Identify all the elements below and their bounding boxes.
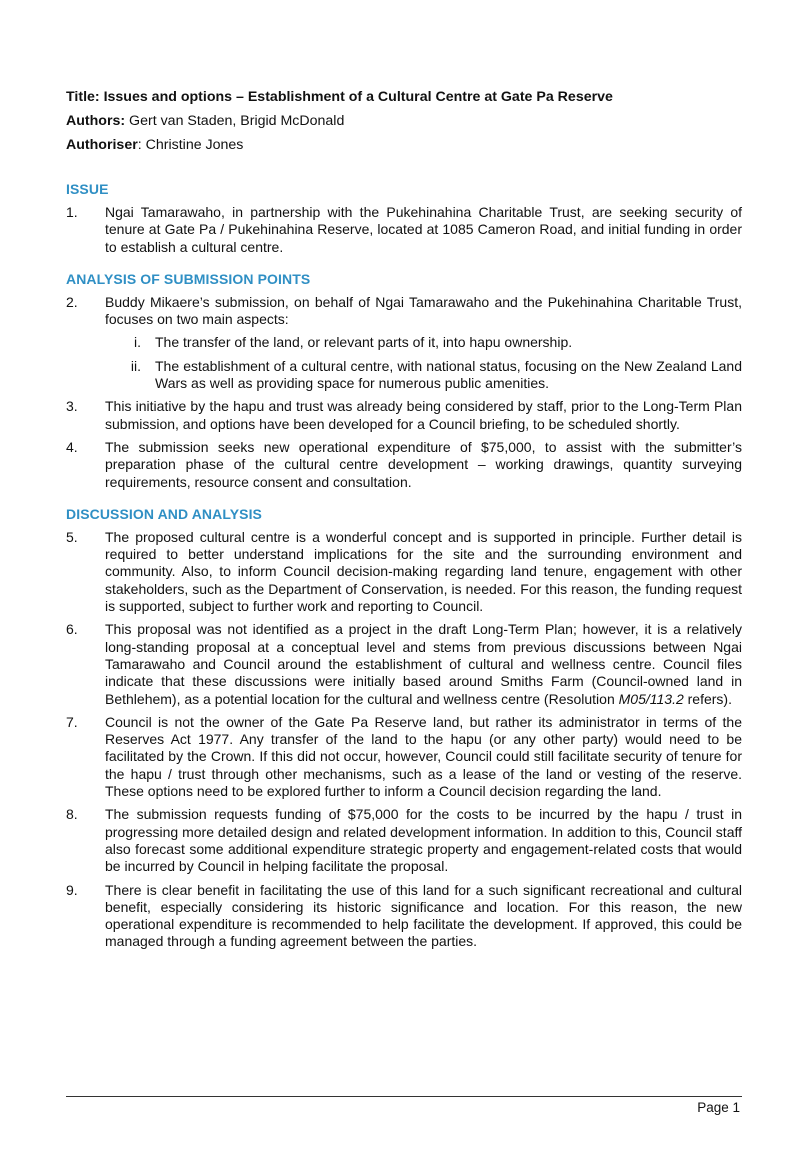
authors-label: Authors: (66, 113, 126, 129)
paragraph-text: The submission seeks new operational expenditure of $75,000, to assist with the submitter’s preparation phase of the cultural centre development – working drawings, quantity surveying requirements, resource consent and consultation. (105, 438, 742, 490)
paragraph-8 (66, 806, 742, 875)
paragraph-text: There is clear benefit in facilitating the use of this land for a such significant recreational and cultural benefit, especially considering its historic significance and location. For this reason, the new operational expenditure is recommended to help facilitate the development. If approved, this could be managed through a funding agreement between the parties. (105, 881, 742, 950)
paragraph-number: 6. (66, 621, 78, 638)
authoriser-label: Authoriser (66, 137, 138, 153)
paragraph-6 (66, 621, 742, 707)
paragraph-text: Ngai Tamarawaho, in partnership with the Pukehinahina Charitable Trust, are seeking security of tenure at Gate Pa / Pukehinahina Reserve, located at 1085 Cameron Road, and initial funding in order to establish a cultural centre. (105, 204, 742, 255)
page-number: Page 1 (697, 1100, 740, 1115)
paragraph-number: 5. (66, 528, 78, 545)
paragraph-text-part: This proposal was not identified as a project in the draft Long-Term Plan; however, it is a relatively long-standing proposal at a conceptual level and stems from previous discussions between Ngai Tamarawaho and Council around the establishment of cultural and wellness centre. Council files indicate that these discussions were initially based around Smiths Farm (Council-owned land in Bethlehem), as a potential location for the cultural and wellness centre (Resolution (105, 621, 742, 707)
paragraph-2 (66, 294, 742, 392)
authoriser-value: : Christine Jones (137, 137, 244, 153)
authors-line (66, 112, 742, 130)
paragraph-number: 3. (66, 398, 78, 415)
authors-value: Gert van Staden, Brigid McDonald (125, 113, 345, 129)
paragraph-number: 9. (66, 881, 78, 898)
sub-item-text: The transfer of the land, or relevant parts of it, into hapu ownership. (155, 334, 573, 351)
authoriser-line (66, 136, 742, 154)
paragraph-text: The submission requests funding of $75,000 for the costs to be incurred by the hapu / trust in progressing more detailed design and related development information. In addition to this, Council staff also forecast some additional expenditure strategic property and engagement-related costs that would be incurred by Council in helping facilitate the proposal. (105, 806, 742, 875)
paragraph-number: 8. (66, 806, 78, 823)
paragraph-text: The proposed cultural centre is a wonderful concept and is supported in principle. Further detail is required to better understand implications for the site and the surrounding environment and community. Also, to inform Council decision-making regarding land tenure, engagement with other stakeholders, such as the Department of Conservation, is needed. For this reason, the funding request is supported, subject to further work and reporting to Council. (105, 528, 742, 615)
resolution-reference: M05/113.2 (618, 690, 684, 707)
paragraph-4 (66, 439, 742, 491)
sub-item-text: The establishment of a cultural centre, with national status, focusing on the New Zealand Land Wars as well as providing space for numerous public amenities. (155, 357, 742, 392)
paragraph-body (105, 294, 742, 392)
paragraph-text (105, 621, 742, 707)
paragraph-5 (66, 529, 742, 615)
section-heading-analysis-submission: ANALYSIS OF SUBMISSION POINTS (66, 270, 311, 287)
document-body (66, 84, 742, 957)
sub-item-ii (105, 358, 742, 393)
section-heading-issue: ISSUE (66, 181, 109, 197)
sub-item-number: i. (134, 334, 141, 351)
paragraph-number: 2. (66, 293, 78, 310)
paragraph-text-part: refers). (683, 690, 732, 707)
paragraph-text: This initiative by the hapu and trust was already being considered by staff, prior to the Long-Term Plan submission, and options have been developed for a Council briefing, to be scheduled shortly. (105, 398, 742, 432)
document-title: Title: Issues and options – Establishment of a Cultural Centre at Gate Pa Reserve (66, 89, 613, 105)
paragraph-text: Buddy Mikaere’s submission, on behalf of Ngai Tamarawaho and the Pukehinahina Charitable Trust, focuses on two main aspects: (105, 293, 742, 328)
paragraph-3 (66, 398, 742, 433)
section-heading-discussion: DISCUSSION AND ANALYSIS (66, 505, 262, 522)
paragraph-1 (66, 204, 742, 256)
paragraph-number: 1. (66, 204, 78, 220)
paragraph-7 (66, 714, 742, 800)
sub-item-i (105, 334, 742, 351)
sub-item-number: ii. (130, 357, 141, 374)
paragraph-number: 7. (66, 713, 78, 730)
footer-divider (66, 1096, 742, 1097)
paragraph-number: 4. (66, 438, 78, 455)
paragraph-text: Council is not the owner of the Gate Pa Reserve land, but rather its administrator in terms of the Reserves Act 1977. Any transfer of the land to the hapu (or any other party) would need to be facilitated by the Crown. If this did not occur, however, Council could still facilitate security of tenure for the hapu / trust through other mechanisms, such as a lease of the land or vesting of the reserve. These options need to be explored further to inform a Council decision regarding the land. (105, 713, 742, 800)
paragraph-9 (66, 882, 742, 951)
